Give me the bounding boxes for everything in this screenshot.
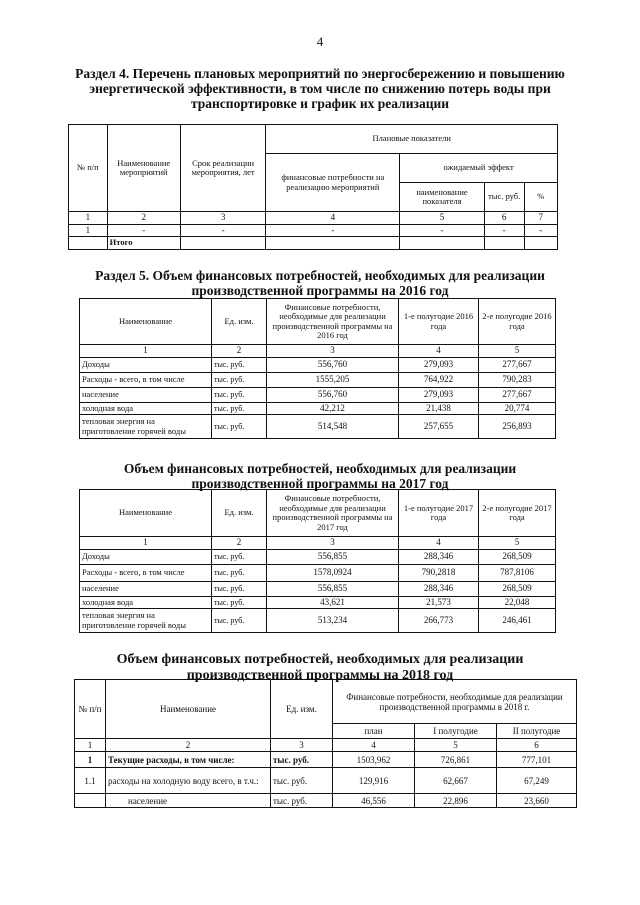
row-num xyxy=(75,794,106,808)
index-cell: 5 xyxy=(479,345,556,358)
header-half2: II полугодие xyxy=(497,724,577,739)
section4-title-line: транспортировке и график их реализации xyxy=(190,96,450,111)
row-unit: тыс. руб. xyxy=(212,357,267,372)
row-half2: 67,249 xyxy=(497,768,577,794)
index-cell: 2 xyxy=(107,212,180,225)
header-name: Наименование xyxy=(80,299,212,345)
row-half2: 246,461 xyxy=(479,609,556,633)
row-fin: 514,548 xyxy=(267,415,399,439)
section2018-title-line: производственной программы на 2018 год xyxy=(186,668,454,683)
header-name: Наименование xyxy=(80,490,212,537)
row-unit: тыс. руб. xyxy=(212,609,267,633)
row-name: Текущие расходы, в том числе: xyxy=(106,752,271,768)
row-half1: 21,438 xyxy=(399,402,479,415)
row-name: население xyxy=(106,794,271,808)
index-cell: 3 xyxy=(180,212,266,225)
index-cell: 4 xyxy=(333,739,415,752)
header-indicator-name: наименование показателя xyxy=(400,183,485,212)
section2017-title-line: производственной программы на 2017 год xyxy=(191,476,449,491)
index-cell: 6 xyxy=(484,212,524,225)
table-row xyxy=(75,752,577,768)
table-2018 xyxy=(74,679,577,808)
table-row xyxy=(80,549,556,564)
row-fin: 556,760 xyxy=(267,387,399,402)
table-row xyxy=(80,609,556,633)
header-term: Срок реализации мероприятия, лет xyxy=(180,125,266,212)
header-thous: тыс. руб. xyxy=(484,183,524,212)
header-pct: % xyxy=(524,183,558,212)
header-unit: Ед. изм. xyxy=(212,299,267,345)
row-unit: тыс. руб. xyxy=(212,415,267,439)
row-fin: 513,234 xyxy=(267,609,399,633)
section5-title-line: Раздел 5. Объем финансовых потребностей, необходимых для реализации xyxy=(95,268,545,283)
row-name: Доходы xyxy=(80,549,212,564)
row-name: расходы на холодную воду всего, в т.ч.: xyxy=(106,768,271,794)
section2017-title-line: Объем финансовых потребностей, необходимых для реализации xyxy=(123,461,517,476)
table-cell: - xyxy=(400,224,485,237)
row-unit: тыс. руб. xyxy=(271,794,333,808)
header-half1: 1-е полугодие 2016 года xyxy=(399,299,479,345)
row-half2: 22,048 xyxy=(479,596,556,609)
table-row xyxy=(80,564,556,581)
row-half1: 288,346 xyxy=(399,549,479,564)
index-row xyxy=(80,537,556,550)
section5-title-line: производственной программы на 2016 год xyxy=(191,283,449,298)
header-half2: 2-е полугодие 2016 года xyxy=(479,299,556,345)
index-cell: 4 xyxy=(399,345,479,358)
section5-title xyxy=(70,268,570,298)
index-row xyxy=(75,739,577,752)
row-name: тепловая энергия на приготовление горячей воды xyxy=(80,609,212,633)
row-fin: 556,855 xyxy=(267,549,399,564)
index-cell: 5 xyxy=(400,212,485,225)
table-row xyxy=(69,224,558,237)
total-row xyxy=(69,237,558,250)
row-half1: 21,573 xyxy=(399,596,479,609)
header-fin: финансовые потребности на реализацию мероприятий xyxy=(266,154,400,212)
table-row xyxy=(80,402,556,415)
row-unit: тыс. руб. xyxy=(212,372,267,387)
row-name: холодная вода xyxy=(80,402,212,415)
index-cell: 2 xyxy=(212,537,267,550)
row-half2: 777,101 xyxy=(497,752,577,768)
row-fin: 43,621 xyxy=(267,596,399,609)
row-name: население xyxy=(80,581,212,596)
index-cell: 1 xyxy=(69,212,108,225)
row-half1: 279,093 xyxy=(399,357,479,372)
section4-title-line: энергетической эффективности, в том числе по снижению потерь воды при xyxy=(89,81,551,96)
table-cell: - xyxy=(107,224,180,237)
table-cell: - xyxy=(180,224,266,237)
header-num: № п/п xyxy=(69,125,108,212)
row-half2: 277,667 xyxy=(479,387,556,402)
header-half2: 2-е полугодие 2017 года xyxy=(479,490,556,537)
section2018-title-line: Объем финансовых потребностей, необходимых для реализации xyxy=(116,652,524,667)
header-plan: план xyxy=(333,724,415,739)
table-2016 xyxy=(79,298,556,439)
index-cell: 2 xyxy=(212,345,267,358)
row-unit: тыс. руб. xyxy=(271,768,333,794)
page-number: 4 xyxy=(316,34,324,49)
section4-title xyxy=(70,66,570,111)
index-cell: 2 xyxy=(106,739,271,752)
header-name: Наименование мероприятий xyxy=(107,125,180,212)
row-half2: 790,283 xyxy=(479,372,556,387)
row-unit: тыс. руб. xyxy=(212,549,267,564)
row-half1: 726,861 xyxy=(415,752,497,768)
header-fin: Финансовые потребности, необходимые для реализации производственной программы на 2016 год xyxy=(267,299,399,345)
header-expected: ожидаемый эффект xyxy=(400,154,558,183)
row-half1: 62,667 xyxy=(415,768,497,794)
row-half2: 256,893 xyxy=(479,415,556,439)
index-cell: 5 xyxy=(479,537,556,550)
row-half2: 23,660 xyxy=(497,794,577,808)
row-half1: 257,655 xyxy=(399,415,479,439)
row-unit: тыс. руб. xyxy=(212,596,267,609)
header-planned: Плановые показатели xyxy=(266,125,558,154)
index-row xyxy=(69,212,558,225)
header-unit: Ед. изм. xyxy=(271,680,333,739)
row-half2: 277,667 xyxy=(479,357,556,372)
row-fin: 556,855 xyxy=(267,581,399,596)
header-fin: Финансовые потребности, необходимые для реализации производственной программы на 2017 год xyxy=(267,490,399,537)
row-fin: 1555,205 xyxy=(267,372,399,387)
table-cell: - xyxy=(266,224,400,237)
row-num: 1.1 xyxy=(75,768,106,794)
row-unit: тыс. руб. xyxy=(212,387,267,402)
index-cell: 4 xyxy=(399,537,479,550)
total-label: Итого xyxy=(107,237,180,250)
index-cell: 4 xyxy=(266,212,400,225)
row-half2: 268,509 xyxy=(479,549,556,564)
index-cell: 5 xyxy=(415,739,497,752)
table-cell: 1 xyxy=(69,224,108,237)
row-half1: 790,2818 xyxy=(399,564,479,581)
table-cell: - xyxy=(484,224,524,237)
index-cell: 1 xyxy=(75,739,106,752)
row-plan: 1503,962 xyxy=(333,752,415,768)
row-half2: 20,774 xyxy=(479,402,556,415)
section4-title-line: Раздел 4. Перечень плановых мероприятий по энергосбережению и повышению xyxy=(75,66,565,81)
row-half2: 787,8106 xyxy=(479,564,556,581)
row-name: холодная вода xyxy=(80,596,212,609)
index-row xyxy=(80,345,556,358)
row-name: Расходы - всего, в том числе xyxy=(80,372,212,387)
row-fin: 556,760 xyxy=(267,357,399,372)
table-cell: - xyxy=(524,224,558,237)
row-plan: 46,556 xyxy=(333,794,415,808)
index-cell: 3 xyxy=(267,537,399,550)
row-name: население xyxy=(80,387,212,402)
row-fin: 42,212 xyxy=(267,402,399,415)
index-cell: 7 xyxy=(524,212,558,225)
row-half1: 22,896 xyxy=(415,794,497,808)
row-half1: 266,773 xyxy=(399,609,479,633)
header-half1: I полугодие xyxy=(415,724,497,739)
section4-table xyxy=(68,124,558,250)
table-2017 xyxy=(79,489,556,633)
row-name: тепловая энергия на приготовление горячей воды xyxy=(80,415,212,439)
row-half1: 764,922 xyxy=(399,372,479,387)
index-cell: 1 xyxy=(80,345,212,358)
table-row xyxy=(80,596,556,609)
row-unit: тыс. руб. xyxy=(212,402,267,415)
row-half2: 268,509 xyxy=(479,581,556,596)
section2017-title xyxy=(70,461,570,491)
index-cell: 1 xyxy=(80,537,212,550)
row-unit: тыс. руб. xyxy=(271,752,333,768)
header-num: № п/п xyxy=(75,680,106,739)
row-num: 1 xyxy=(75,752,106,768)
header-fin: Финансовые потребности, необходимые для реализации производственной программы в 2018 г. xyxy=(333,680,577,724)
table-row xyxy=(75,794,577,808)
table-row xyxy=(80,357,556,372)
table-row xyxy=(80,581,556,596)
row-plan: 129,916 xyxy=(333,768,415,794)
row-name: Доходы xyxy=(80,357,212,372)
index-cell: 3 xyxy=(271,739,333,752)
header-unit: Ед. изм. xyxy=(212,490,267,537)
row-unit: тыс. руб. xyxy=(212,581,267,596)
row-fin: 1578,0924 xyxy=(267,564,399,581)
row-half1: 288,346 xyxy=(399,581,479,596)
index-cell: 3 xyxy=(267,345,399,358)
row-name: Расходы - всего, в том числе xyxy=(80,564,212,581)
header-half1: 1-е полугодие 2017 года xyxy=(399,490,479,537)
table-row xyxy=(80,415,556,439)
row-half1: 279,093 xyxy=(399,387,479,402)
header-name: Наименование xyxy=(106,680,271,739)
table-row xyxy=(80,387,556,402)
table-row xyxy=(75,768,577,794)
row-unit: тыс. руб. xyxy=(212,564,267,581)
index-cell: 6 xyxy=(497,739,577,752)
table-row xyxy=(80,372,556,387)
